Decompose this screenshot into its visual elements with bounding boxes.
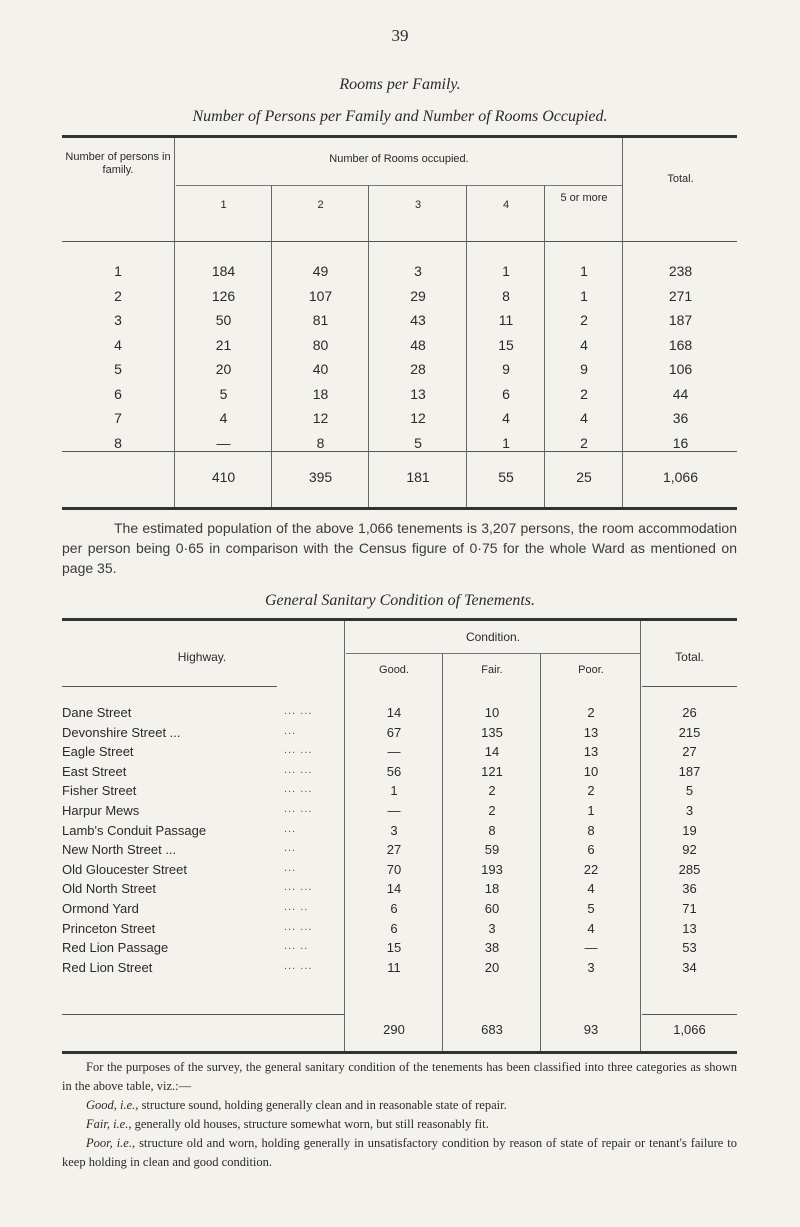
table-rule xyxy=(62,451,737,452)
table-rule xyxy=(642,686,737,687)
poor-cell: 13 xyxy=(583,744,599,760)
poor-cell: 5 xyxy=(587,901,595,916)
header-total: Total. xyxy=(675,650,704,664)
note-fair-text: generally old houses, structure somewhat worn, but still reasonably fit. xyxy=(134,1117,489,1131)
rooms-cell: 3 xyxy=(414,263,422,279)
fair-cell: 59 xyxy=(484,842,500,858)
fair-cell: 3 xyxy=(488,920,496,936)
poor-cell: 1 xyxy=(587,803,595,818)
column-divider xyxy=(442,653,443,1051)
good-cell: 67 xyxy=(386,724,402,740)
poor-cell: 8 xyxy=(587,822,595,838)
column-divider xyxy=(540,653,541,1051)
header-good: Good. xyxy=(379,664,409,676)
highway-name: East Street xyxy=(62,763,127,779)
poor-cell: 2 xyxy=(587,705,595,720)
highway-name: Old North Street xyxy=(62,881,156,897)
column-total-cell: 55 xyxy=(498,469,514,485)
total-cell: 187 xyxy=(678,763,701,779)
table-rule xyxy=(62,241,737,242)
table-rule xyxy=(62,1014,344,1015)
header-rooms-4: 4 xyxy=(502,199,510,211)
leader-dots: ... ... xyxy=(284,920,313,933)
fair-cell: 135 xyxy=(481,724,503,740)
good-cell: 14 xyxy=(386,881,402,897)
rooms-cell: 184 xyxy=(211,263,236,279)
rooms-cell: 4 xyxy=(580,336,588,353)
leader-dots: ... ... xyxy=(284,763,313,776)
poor-cell: 3 xyxy=(587,959,595,975)
total-cell: 5 xyxy=(685,783,694,799)
rooms-cell: 13 xyxy=(410,385,426,402)
poor-cell: 2 xyxy=(587,783,595,799)
header-condition: Condition. xyxy=(465,630,521,644)
fair-cell: 38 xyxy=(484,940,500,956)
column-total-cell: 395 xyxy=(308,469,333,485)
leader-dots: ... xyxy=(284,842,297,855)
page-number: 39 xyxy=(391,26,409,45)
good-cell: 1 xyxy=(390,783,398,799)
good-total-cell: 290 xyxy=(383,1022,405,1037)
leader-dots: ... xyxy=(284,822,297,835)
column-divider xyxy=(344,621,345,1051)
rooms-cell: 40 xyxy=(312,361,329,377)
poor-cell: 10 xyxy=(583,763,599,779)
leader-dots: ... ... xyxy=(284,744,313,757)
rooms-cell: 20 xyxy=(215,361,232,377)
persons-cell: 8 xyxy=(114,434,122,451)
fair-cell: 60 xyxy=(484,901,500,916)
good-cell: 15 xyxy=(386,940,402,956)
rooms-cell: 11 xyxy=(498,312,514,328)
rooms-cell: 126 xyxy=(211,287,236,304)
rooms-cell: 2 xyxy=(580,434,588,451)
fair-cell: 2 xyxy=(488,783,496,799)
header-rooms-5-or-more: 5 or more xyxy=(560,192,608,204)
leader-dots: ... .. xyxy=(284,940,309,953)
total-cell: 27 xyxy=(682,744,697,760)
table-rule xyxy=(62,1051,737,1054)
population-paragraph: The estimated population of the above 1,066 tenements is 3,207 persons, the room accommodation per person being 0·65 in comparison with the Census figure of 0·75 for the whole Ward as mentioned on page 35. xyxy=(62,520,737,576)
note-fair-term: Fair, i.e., xyxy=(86,1117,132,1131)
table-rule xyxy=(62,686,277,687)
total-cell: 168 xyxy=(668,336,693,353)
poor-cell: 4 xyxy=(587,920,595,936)
fair-cell: 14 xyxy=(484,744,500,760)
leader-dots: ... ... xyxy=(284,705,313,717)
highway-name: Eagle Street xyxy=(62,744,134,760)
column-divider xyxy=(368,185,369,507)
total-cell: 19 xyxy=(682,822,697,838)
header-fair: Fair. xyxy=(481,664,503,676)
rooms-cell: 80 xyxy=(312,336,329,353)
rooms-cell: 107 xyxy=(308,287,333,304)
column-divider xyxy=(271,185,272,507)
good-cell: 14 xyxy=(386,705,402,720)
persons-cell: 1 xyxy=(114,263,122,279)
note-fair xyxy=(62,1115,737,1134)
rooms-cell: 1 xyxy=(502,434,510,451)
total-cell: 271 xyxy=(668,287,693,304)
highway-name: Princeton Street xyxy=(62,920,156,936)
header-rooms-1: 1 xyxy=(220,199,227,211)
rooms-cell: 4 xyxy=(502,410,510,426)
note-poor xyxy=(62,1134,737,1172)
rooms-cell: 2 xyxy=(580,312,588,328)
fair-cell: 193 xyxy=(481,861,503,877)
rooms-cell: 4 xyxy=(219,410,228,426)
persons-cell: 3 xyxy=(114,312,122,328)
leader-dots: ... xyxy=(284,861,297,874)
rooms-cell: 28 xyxy=(410,361,426,377)
persons-cell: 5 xyxy=(114,361,122,377)
highway-name: Harpur Mews xyxy=(62,803,140,818)
good-cell: 56 xyxy=(386,763,402,779)
fair-cell: 2 xyxy=(488,803,496,818)
rooms-cell: 48 xyxy=(410,336,426,353)
table-rule xyxy=(62,135,737,138)
column-divider xyxy=(622,138,623,507)
rooms-cell: 2 xyxy=(580,385,588,402)
total-cell: 53 xyxy=(682,940,697,956)
column-total-cell: 181 xyxy=(406,469,430,485)
table2-title: General Sanitary Condition of Tenements. xyxy=(264,592,536,609)
header-total: Total. xyxy=(667,173,694,185)
total-cell: 71 xyxy=(682,901,697,916)
highway-name: Red Lion Street xyxy=(62,959,153,975)
grand-total-cell: 1,066 xyxy=(673,1022,706,1037)
good-cell: — xyxy=(387,803,401,818)
column-divider xyxy=(466,185,467,507)
persons-cell: 7 xyxy=(114,410,122,426)
leader-dots: ... ... xyxy=(284,959,313,972)
total-cell: 16 xyxy=(672,434,689,451)
column-divider xyxy=(544,185,545,507)
total-cell: 13 xyxy=(682,920,697,936)
poor-cell: 4 xyxy=(587,881,595,897)
total-cell: 36 xyxy=(672,410,689,426)
highway-name: Red Lion Passage xyxy=(62,940,169,956)
rooms-cell: 15 xyxy=(498,336,514,353)
header-rooms-occupied: Number of Rooms occupied. xyxy=(329,153,469,165)
total-cell: 44 xyxy=(672,385,689,402)
column-total-cell: 410 xyxy=(211,469,236,485)
classification-notes xyxy=(62,1058,737,1172)
table1-title: Number of Persons per Family and Number of Rooms Occupied. xyxy=(192,108,608,125)
table-rule xyxy=(62,507,737,510)
table-rule xyxy=(642,1014,737,1015)
column-divider xyxy=(640,621,641,1051)
highway-name: Lamb's Conduit Passage xyxy=(62,822,207,838)
highway-name: Fisher Street xyxy=(62,783,137,799)
total-cell: 92 xyxy=(682,842,697,858)
persons-cell: 4 xyxy=(114,336,122,353)
good-cell: 27 xyxy=(386,842,402,858)
rooms-cell: 18 xyxy=(312,385,329,402)
good-cell: 6 xyxy=(390,920,398,936)
fair-cell: 8 xyxy=(488,822,496,838)
note-poor-term: Poor, i.e., xyxy=(86,1136,136,1150)
rooms-cell: 5 xyxy=(219,385,228,402)
header-rooms-3: 3 xyxy=(414,199,422,211)
note-poor-text: structure old and worn, holding generally in unsatisfactory condition by reason of state of repair or tenant's failure to keep holding in clean and good condition. xyxy=(62,1136,738,1169)
note-good-term: Good, i.e., xyxy=(86,1098,139,1112)
highway-name: Dane Street xyxy=(62,705,132,720)
total-cell: 187 xyxy=(668,312,693,328)
header-persons: Number of persons in family. xyxy=(65,151,171,176)
total-cell: 26 xyxy=(682,705,697,720)
header-highway: Highway. xyxy=(177,650,227,664)
good-cell: 11 xyxy=(387,959,401,975)
rooms-cell: 9 xyxy=(580,361,588,377)
rooms-cell: 81 xyxy=(312,312,329,328)
rooms-cell: 6 xyxy=(502,385,510,402)
highway-name: New North Street ... xyxy=(62,842,177,858)
rooms-cell: 21 xyxy=(215,336,232,353)
rooms-cell: 8 xyxy=(316,434,325,451)
rooms-cell: 1 xyxy=(580,263,588,279)
total-cell: 3 xyxy=(685,803,694,818)
column-total-cell: 25 xyxy=(576,469,592,485)
sanitary-condition-table xyxy=(62,618,737,1054)
column-divider xyxy=(174,138,175,507)
fair-cell: 18 xyxy=(484,881,500,897)
leader-dots: ... ... xyxy=(284,783,313,796)
fair-total-cell: 683 xyxy=(481,1022,503,1037)
leader-dots: ... ... xyxy=(284,803,313,815)
fair-cell: 10 xyxy=(484,705,500,720)
highway-name: Devonshire Street ... xyxy=(62,724,181,740)
total-cell: 238 xyxy=(668,263,693,279)
table-rule xyxy=(62,618,737,621)
rooms-cell: 1 xyxy=(502,263,510,279)
fair-cell: 20 xyxy=(484,959,500,975)
leader-dots: ... ... xyxy=(284,881,313,894)
note-good-text: structure sound, holding generally clean and in reasonable state of repair. xyxy=(141,1098,507,1112)
rooms-cell: 1 xyxy=(580,287,588,304)
persons-cell: 2 xyxy=(114,287,122,304)
section-heading: Rooms per Family. xyxy=(339,76,461,93)
rooms-cell: 4 xyxy=(580,410,588,426)
good-cell: 3 xyxy=(390,822,398,838)
table-rule xyxy=(176,185,622,186)
total-cell: 36 xyxy=(682,881,697,897)
good-cell: — xyxy=(387,744,401,760)
highway-name: Old Gloucester Street xyxy=(62,861,187,877)
rooms-cell: 12 xyxy=(410,410,426,426)
leader-dots: ... xyxy=(284,724,297,737)
leader-dots: ... .. xyxy=(284,901,309,913)
good-cell: 6 xyxy=(390,901,398,916)
header-rooms-2: 2 xyxy=(317,199,324,211)
fair-cell: 121 xyxy=(481,763,503,779)
rooms-cell: 9 xyxy=(502,361,510,377)
rooms-cell: 49 xyxy=(312,263,329,279)
persons-cell: 6 xyxy=(114,385,122,402)
header-poor: Poor. xyxy=(578,664,604,676)
poor-cell: 6 xyxy=(587,842,595,858)
total-cell: 34 xyxy=(682,959,697,975)
poor-total-cell: 93 xyxy=(583,1022,599,1037)
rooms-cell: 8 xyxy=(502,287,510,304)
poor-cell: 13 xyxy=(583,724,599,740)
good-cell: 70 xyxy=(386,861,402,877)
rooms-cell: 5 xyxy=(414,434,422,451)
rooms-cell: 43 xyxy=(410,312,426,328)
rooms-cell: 50 xyxy=(215,312,232,328)
poor-cell: — xyxy=(584,940,598,956)
grand-total-cell: 1,066 xyxy=(662,469,699,485)
total-cell: 285 xyxy=(678,861,701,877)
rooms-cell: — xyxy=(216,434,231,451)
rooms-cell: 12 xyxy=(312,410,329,426)
highway-name: Ormond Yard xyxy=(62,901,139,916)
persons-rooms-table xyxy=(62,135,737,511)
total-cell: 215 xyxy=(678,724,701,740)
total-cell: 106 xyxy=(668,361,693,377)
poor-cell: 22 xyxy=(583,861,599,877)
table-rule xyxy=(346,653,640,654)
rooms-cell: 29 xyxy=(410,287,426,304)
note-good xyxy=(62,1096,737,1115)
notes-intro: For the purposes of the survey, the general sanitary condition of the tenements has been classified into three categories as shown in the above table, viz.:— xyxy=(62,1060,737,1093)
